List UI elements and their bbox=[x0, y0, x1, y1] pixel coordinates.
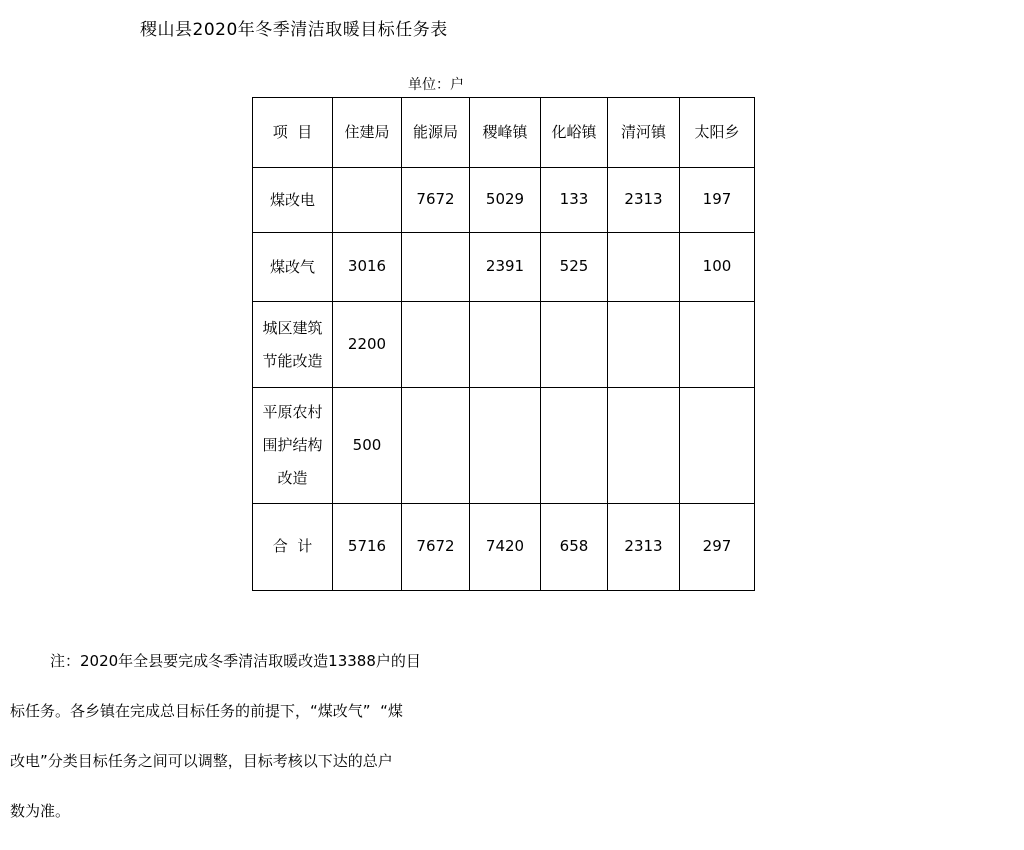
table-total-row bbox=[253, 504, 755, 591]
table-cell bbox=[608, 388, 680, 504]
table-cell: 7672 bbox=[402, 504, 470, 591]
table-cell bbox=[680, 388, 755, 504]
row-item-cell: 煤改电 bbox=[253, 168, 333, 233]
table-cell: 500 bbox=[333, 388, 402, 504]
unit-label: 单位：户 bbox=[408, 77, 464, 93]
header-cell: 化峪镇 bbox=[541, 98, 608, 168]
document-title: 稷山县2020年冬季清洁取暖目标任务表 bbox=[140, 20, 448, 40]
header-cell: 太阳乡 bbox=[680, 98, 755, 168]
note-line: 数为准。 bbox=[10, 802, 71, 820]
note-line: 标任务。各乡镇在完成总目标任务的前提下，“煤改气” “煤 bbox=[10, 702, 403, 720]
table-cell: 3016 bbox=[333, 233, 402, 302]
table-cell bbox=[402, 233, 470, 302]
table-cell: 658 bbox=[541, 504, 608, 591]
row-item-cell: 平原农村围护结构改造 bbox=[253, 388, 333, 504]
table-cell bbox=[541, 302, 608, 388]
header-cell: 项 目 bbox=[253, 98, 333, 168]
header-cell: 住建局 bbox=[333, 98, 402, 168]
table-cell: 5029 bbox=[470, 168, 541, 233]
table-cell: 133 bbox=[541, 168, 608, 233]
table-cell bbox=[333, 168, 402, 233]
row-item-cell: 合 计 bbox=[253, 504, 333, 591]
header-cell: 稷峰镇 bbox=[470, 98, 541, 168]
table-cell bbox=[402, 302, 470, 388]
table-cell: 2313 bbox=[608, 504, 680, 591]
table-row bbox=[253, 388, 755, 504]
header-cell: 能源局 bbox=[402, 98, 470, 168]
table-cell bbox=[608, 233, 680, 302]
table-cell bbox=[470, 302, 541, 388]
note-paragraph bbox=[10, 650, 450, 850]
table-cell: 100 bbox=[680, 233, 755, 302]
table-cell: 2391 bbox=[470, 233, 541, 302]
row-item-cell: 煤改气 bbox=[253, 233, 333, 302]
table-cell bbox=[608, 302, 680, 388]
table-cell: 7420 bbox=[470, 504, 541, 591]
table-cell bbox=[470, 388, 541, 504]
table-row bbox=[253, 168, 755, 233]
table-cell: 297 bbox=[680, 504, 755, 591]
row-item-cell: 城区建筑节能改造 bbox=[253, 302, 333, 388]
table-cell bbox=[680, 302, 755, 388]
table-row bbox=[253, 302, 755, 388]
header-cell: 清河镇 bbox=[608, 98, 680, 168]
table-cell: 525 bbox=[541, 233, 608, 302]
table-cell: 197 bbox=[680, 168, 755, 233]
table-header-row bbox=[253, 98, 755, 168]
table-cell: 2200 bbox=[333, 302, 402, 388]
table-cell bbox=[541, 388, 608, 504]
table-row bbox=[253, 233, 755, 302]
note-line: 改电”分类目标任务之间可以调整，目标考核以下达的总户 bbox=[10, 752, 393, 770]
table-cell bbox=[402, 388, 470, 504]
table-cell: 2313 bbox=[608, 168, 680, 233]
task-table bbox=[252, 97, 755, 591]
table-cell: 7672 bbox=[402, 168, 470, 233]
note-line: 注：2020年全县要完成冬季清洁取暖改造13388户的目 bbox=[50, 652, 421, 670]
table-cell: 5716 bbox=[333, 504, 402, 591]
